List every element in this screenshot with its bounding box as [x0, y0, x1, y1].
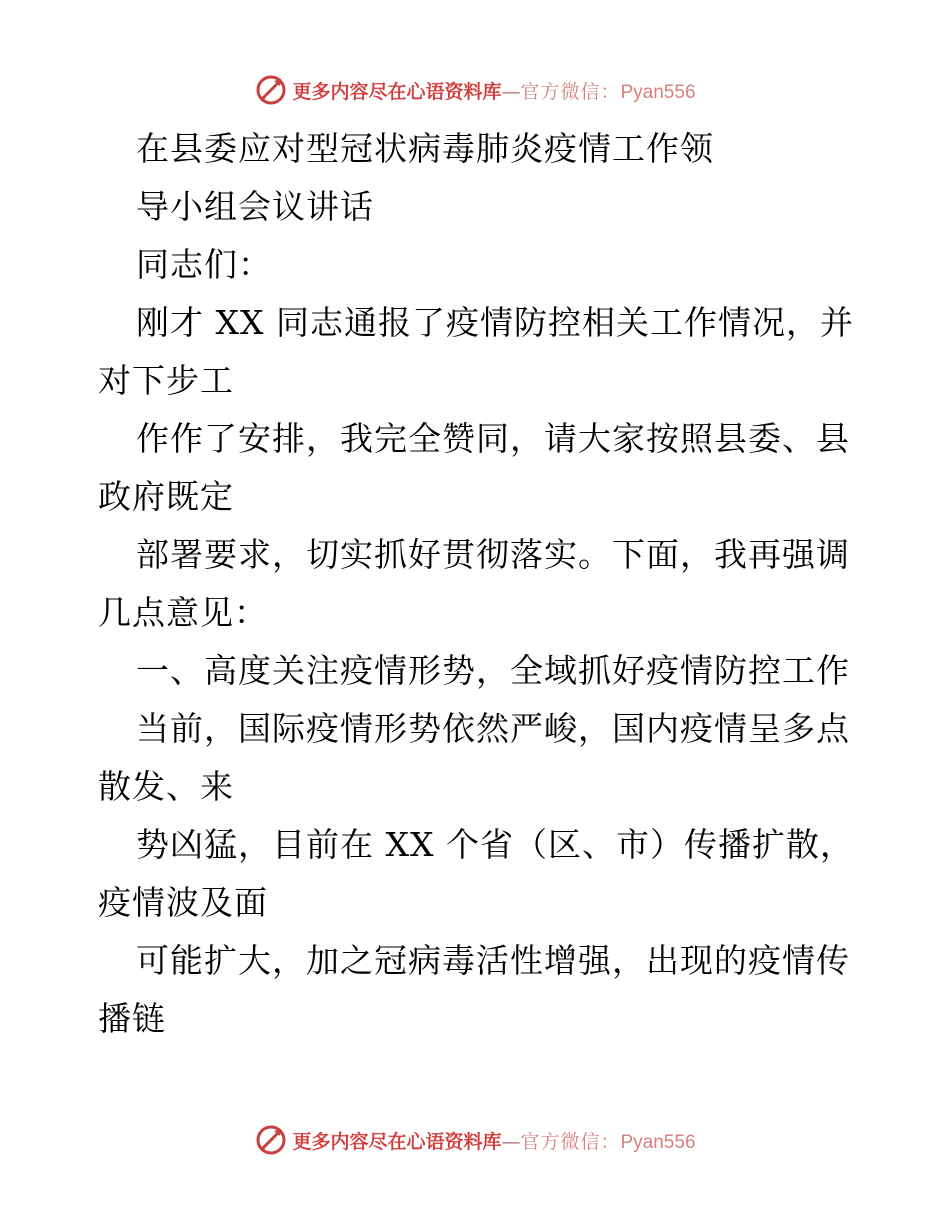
banner-wechat-label: 官方微信： — [520, 80, 621, 103]
section-heading: 一、高度关注疫情形势，全域抓好疫情防控工作 — [136, 651, 850, 690]
banner-wechat-label: 官方微信： — [520, 1130, 621, 1153]
header-banner — [0, 70, 950, 110]
paragraph-line: 可能扩大，加之冠病毒活性增强，出现的疫情传 — [136, 941, 850, 980]
paragraph-line: 刚才 XX 同志通报了疫情防控相关工作情况，并 — [136, 303, 854, 342]
banner-text — [292, 1127, 695, 1154]
footer-banner — [0, 1120, 950, 1160]
banner-main-text: 更多内容尽在心语资料库 — [292, 1130, 502, 1153]
paragraph-line: 散发、来 — [98, 767, 234, 806]
paragraph-line: 作作了安排，我完全赞同，请大家按照县委、县 — [136, 419, 850, 458]
banner-main-text: 更多内容尽在心语资料库 — [292, 80, 502, 103]
quill-pen-circle-icon — [254, 73, 288, 107]
paragraph-line: 当前，国际疫情形势依然严峻，国内疫情呈多点 — [136, 709, 850, 748]
title-line-2: 导小组会议讲话 — [136, 187, 374, 226]
paragraph-line: 几点意见： — [98, 593, 268, 632]
paragraph-line: 对下步工 — [98, 361, 234, 400]
title-line-1: 在县委应对型冠状病毒肺炎疫情工作领 — [136, 129, 714, 168]
quill-pen-circle-icon — [254, 1123, 288, 1157]
paragraph-line: 势凶猛，目前在 XX 个省（区、市）传播扩散， — [136, 825, 854, 864]
banner-wechat-id: Pyan556 — [620, 1131, 696, 1153]
salutation: 同志们： — [136, 245, 272, 284]
paragraph-line: 播链 — [98, 999, 166, 1038]
paragraph-line: 政府既定 — [98, 477, 234, 516]
banner-dash: — — [501, 80, 521, 103]
document-body — [98, 120, 858, 1048]
banner-dash: — — [501, 1130, 521, 1153]
banner-wechat-id: Pyan556 — [620, 81, 696, 103]
paragraph-line: 疫情波及面 — [98, 883, 268, 922]
banner-text — [292, 77, 695, 104]
paragraph-line: 部署要求，切实抓好贯彻落实。下面，我再强调 — [136, 535, 850, 574]
